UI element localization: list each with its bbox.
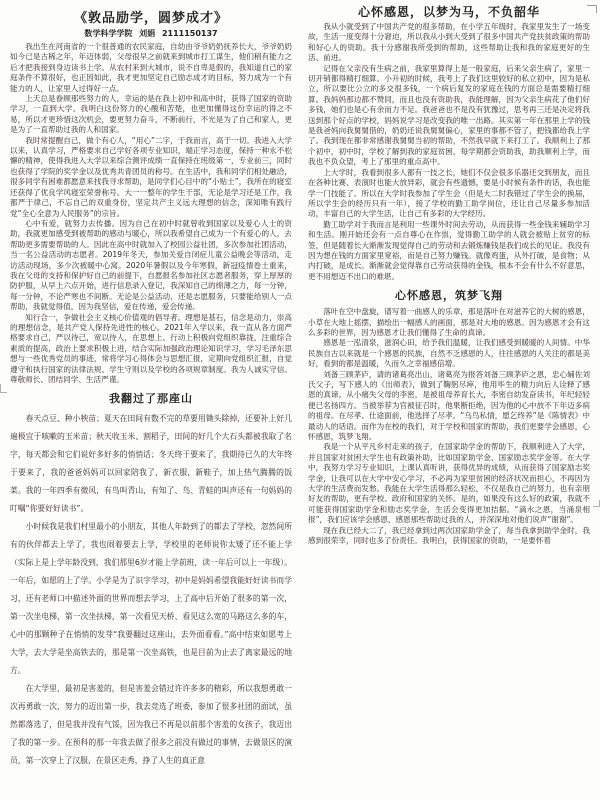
paragraph: 我时常提醒自己，做个有心人，“用心”二字，于我而言，高于一切。我进入大学以来，认真学习，严格要求自己学好各项专业知识，端正学习态度，保持一种永不松懈的精神，使得我进入大学以来综合测评成绩一直保持在班级第一，专业前三，同时也获得了学院的奖学金以及优秀共青团员的称号。在生活中，我和同学们相处融洽，很多同学有困难都愿意来找我寻求帮助，是同学们心目中的“小贴士”，我所在的寝室还获得了优良学风寝室荣誉称号。大一一整年的学生干部，无论是学习还是工作，我都严于律己，不忘自己的双重身份，坚定共产主义远大理想的信念，深知唯有践行党“全心全意为人民服务”的宗旨。 (10, 135, 292, 218)
paragraph: 心中有爱，就努力去传播。因为自己在初中时就曾收到国家以及爱心人士的资助，我就更加感受到被帮助的感动与暖心，所以我希望自己成为一个有爱心的人，去帮助更多需要帮助的人。因此在高中时就加入了校园公益社团，多次参加社团活动，当一名公益活动的志愿者。2019年冬天，参加关爱自闭症儿童公益晚会等活动，走访活动现场，多少次被暖中心窝。2020年暑假以及今年寒假，新冠疫情卷土重来，我在父母的支持和保护好自己的前提下，自愿报名参加社区志愿者服务，穿上厚厚的防护服，从早上六点开始，进行信息录入登记，我深知自己的绵薄之力，每一分钟，每一分钟，不论严寒也不间断。无论是公益活动，还是志愿服务，只要能给别人一点帮助，我就觉得值，因为我坚信，爱在传递，爱会传递。 (10, 218, 292, 312)
essay-title-left: 《敦品励学，圆梦成才》 (73, 11, 228, 26)
right-essay-body (308, 22, 590, 282)
page-right (300, 0, 600, 800)
section-heading-mountain: 我翻过了那座山 (109, 392, 193, 406)
paragraph: 知行合一，争做社会主义核心价值观的倡导者。理想是基石，信念是动力，崇高的理想信念，是共产党人保持先进性的核心。2021年入学以来，我一直从各方面严格要求自己，严以待己，宽以待人，在思想上、行动上积极向党组织靠拢，注重综合素质的提高，政治上要求积极上进，结合实际加强政治理论知识学习，学习毛泽东思想与一些优秀党员的事迹，常将学习心得体会与思想汇报，定期向党组织汇报，自觉遵守和执行国家的法律法规、学生守则以及学校的各项规章制度。我为人诚实守信、尊敬师长、团结同学、生活严谨。 (10, 312, 292, 384)
paragraph: 在大学里，最初是害羞的，但是害羞会错过许许多多的精彩，所以我想勇敢一次再勇敢一次，努力的迈出第一步，我去竞选了班委，参加了很多社团的面试，虽然都落选了，但是我并没有气馁，因为我已不再是以前那个害羞的女孩子，我迈出了我的第一步。在预科的那一年我去做了很多之前没有做过的事情，去做景区的演员，第一次穿上了汉服，在景区走秀，挣了人生的真正意 (10, 684, 292, 766)
paragraph: 我出生在河南省的一个很普通的农民家庭，自幼由爷爷奶奶抚养长大，爷爷奶奶如今已是古稀之年，年迈体弱，父母很早之前就来到城市打工谋生，他们稍有能力之后才把我接到身边读书上学。从农村来到大城市，说不自卑是假的，我知道自己的家庭条件不算很好，也正因如此，我才更加坚定自己励志成才的目标，努力成为一个有能力的人，让家里人过得好一点。 (10, 42, 292, 93)
byline-student-id: 2111150137 (161, 29, 218, 38)
byline-department: 数学科学学院 (84, 29, 133, 38)
paragraph: 我从小就受到了中国共产党的很多帮助，在小学五年级时，我家里发生了一场变故，生活一度变得十分窘迫，所以我从小到大受到了很多中国共产党扶贫政策的帮助和好心人的资助。我十分感谢我所受到的帮助，这些帮助让我和我的家庭更好的生活、前进。 (308, 22, 590, 63)
left-section-body (10, 410, 292, 770)
paragraph: 上大学时，我看到很多人都有一技之长，她们不仅会很多乐器还交到朋友，而且在各种比赛、表演时也能大放异彩，就会有些遗憾，要是小时候有条件的话，我也能学一门技能了。所以在大学时我参加了学生会（但是大二时我错过了学生会的换届，所以学生会的经历只有一年），接了学校的勤工助学岗位，还让自己尽量多参加活动，丰富自己的大学生活，让自己有多彩的大学经历。 (308, 167, 590, 219)
section-heading-gratitude: 心怀感恩，筑梦飞翔 (395, 289, 503, 303)
left-essay-body (10, 42, 292, 385)
paragraph: 勤工助学对于我而言是利用一些课外时间去劳动，从而获得一些金钱来辅助学习和生活。刚开始还会有一点自尊心在作祟，觉得勤工助学的人就会被贴上贫穷的标签，但是随着长大渐渐发现觉得自己的劳动和去锻炼赚钱是我们成长的见证。我没有因为想在钱的方面家里宽裕，而是自己努力赚钱。就像鸡蛋，从外打破，是食物；从内打破，是成长。渐渐就会觉得靠自己劳动获得的金钱，根本不会有什么不好意思，更不用想迈不出口的难堪。 (308, 219, 590, 281)
essay-title-right: 心怀感恩，以梦为马，不负韶华 (357, 5, 540, 19)
paragraph: 落叶在空中盘旋，谱写着一曲感人的乐章，那是落叶在对滋养它的大树的感恩，小草在大地上摇摆，描绘出一幅感人的画面，那是对大地的感恩。因为感恩才会有这么多彩的世界，因为感恩才让我们懂得了生命的真谛。 (308, 307, 590, 337)
scan-edge-mark (593, 500, 600, 507)
author-byline (10, 28, 292, 39)
paragraph: 小时候我是我们村里最小的小朋友，其他人年龄到了的都去了学校，忽然间所有的伙伴都去上学了，我也闹着要去上学，学校里的老师说你太矮了还不能上学（实际上是上学年龄没到，我们那里6岁才能上学前班，读一年后可以上一年级）。一年后，如愿的上了学。小学是为了识字学习，初中是妈妈希望我能好好读书而学习，还有老师口中描述外面的世界而想去学习，上了高中后开始了很多的第一次，第一次坐电梯，第一次坐扶梯，第一次看见天桥、看见这么宽的马路这么多的车，心中的那颗种子在悄悄的发芽“我要翻过这座山，去外面看看。”高中结束如愿考上大学，去大学是坐高铁去的，那是第一次坐高铁，也是目前为止去了离家最远的地方。 (10, 522, 292, 676)
paragraph: 我是一个从平凡乡村走来的孩子，在国家助学金的帮助下，我顺利进入了大学，并且国家对贫困大学生也有政策补助，比如国家助学金、国家励志奖学金等。在大学中，我努力学习专业知识，上课认真听讲，获得优异的成绩，从而获得了国家励志奖学金，让我可以在大学中安心学习，不必再为家里贫困的经济状况而担心，不再因为大学的生活费而发愁。我能在大学生活得那么轻松，不仅是我自己的努力，也有亲朋好友的帮助，更有学校、政府和国家的关怀。是的，如果没有这么好的政策，我就不可能获得国家助学金和励志奖学金，生活会变得更加拮据。“滴水之恩，当涌泉相报”，我们应该学会感恩，感恩那些帮助过我的人，并深深地对他们说声“谢谢”。 (308, 442, 590, 525)
byline-author-name: 刘娟 (139, 29, 156, 38)
scan-corner-mark (587, 5, 597, 13)
paragraph: 上天总是眷顾那些努力的人，幸运的是在我上初中和高中时，获得了国家的资助学习，一直到大学。我明白这份努力的心酸和苦楚，也更加懂得这份幸运的得之不易，所以才更珍惜这次机会，要更努力奋斗，不断前行，不光是为了自己和家人，更是为了一直帮助过我的人和国家。 (10, 94, 292, 135)
scan-edge-mark (0, 384, 7, 393)
paragraph: 记得在父亲没有生病之前，我家里算得上是一般家庭，后来父亲生病了，家里一切开销都得精打细算。小升初的时候，我考上了我们这里较好的私立初中，因为是私立，所以要比公立的多交很多钱，一个病后复发的家庭在钱的方面总是需要精打细算。我妈妈那边都不赞同，而且也没有资助我，我能理解，因为父亲生病花了他们好多钱，她们也是心有余而力不足。我爸爸也不是没有犹豫过，思考再三还是决定将我送到那个好点的学校，妈妈说学习是改变我的唯一出路。其实第一年在那里上学的钱是我爸妈向我舅舅借的，奶奶还说我舅舅偏心，家里的事都不管了，把钱都给我上学了。我到现在都非常感谢我舅舅当初的帮助，不然我早就下来打工了。我顺利上了那个初中，初中时，学校了解到我的家庭贫困，每学期都会资助我，助我顺利上学，而我也不负众望，考上了那里的重点高中。 (308, 63, 590, 167)
paragraph: 刘备三顾茅庐，请的诸葛亮出山，诸葛亮为报答刘备三顾茅庐之恩，忠心辅佐刘氏父子，写下感人的《出师表》，做到了鞠躬尽瘁，他用毕生的精力向后人诠释了感恩的真谛。从小痛失父母的李密，是被祖母养育长大，李密自幼发奋读书，年纪轻轻便已名扬四方。当被举荐为官被征召时，他果断拒绝，因为他的心中放不下年迈多病的祖母。在尽孝、仕途面前，他选择了尽孝。“乌鸟私情，愿乞终养”是《陈情表》中最动人的话语。而作为在校的我们，对于学校和国家的帮助，我们更要学会感恩，心怀感恩，筑梦飞翔。 (308, 369, 590, 442)
paragraph: 感恩是一泓清泉，滋润心田，给予我们温暖，让我们感受到暖暖的人间情。中华民族自古以来就是一个感恩的民族，自然不乏感恩的人，往往感恩的人关注的都是美好，看到的都是温暖，久而久之幸福感倍增。 (308, 338, 590, 369)
right-section-body (308, 307, 590, 546)
paragraph: 现在我已经大二了，我已经拿到过两次国家助学金了，每当我拿到助学金时，我感到很荣幸，同时也多了份责任。我明白，获得国家的资助，一是要怀着 (308, 525, 590, 546)
paragraph: 春天点豆、种小秧苗；夏天在田间有数不完的草要用锄头除掉，还要补上好几遍极宜于咳嗽的玉米苗；秋天收玉米、割稻子，田间的好几个大石头都被我取了名字，每天都会和它们说好多好多的悄悄话；冬天终于要来了，我期待已久的大年终于要来了，我的爸爸妈妈可以回家陪我了，新衣服，新鞋子，加上热气腾腾的饭菜。我的一年四季有微风，有鸟叫青山，有知了、鸟、青蛙的叫声还有一句妈妈的叮嘱“你要好好读书”。 (10, 414, 292, 514)
